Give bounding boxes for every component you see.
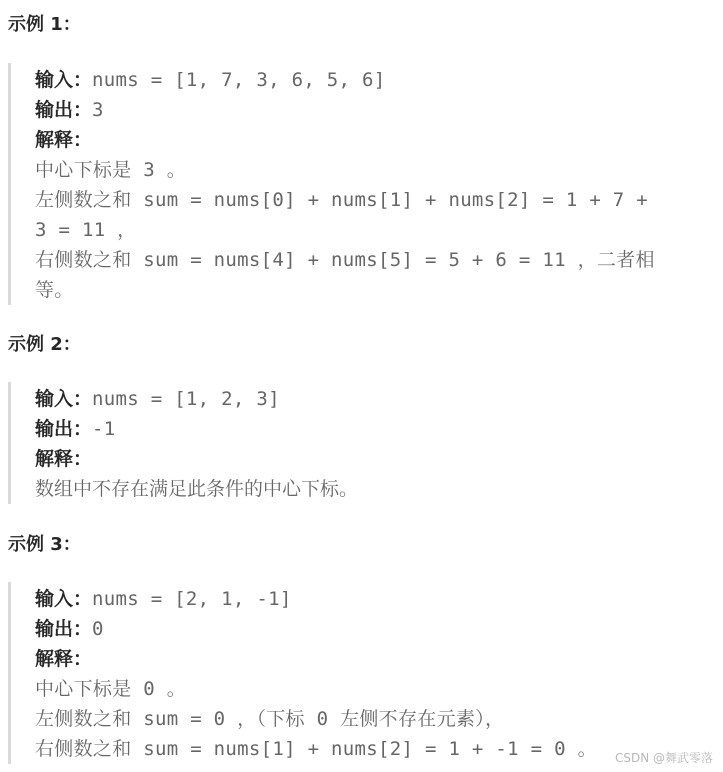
example-1-explanation-line: 中心下标是 3 。: [35, 159, 187, 181]
example-2-title: 示例 2：: [8, 334, 81, 355]
example-3-explanation-line: 中心下标是 0 。: [35, 678, 187, 700]
output-label: 输出：: [35, 99, 93, 121]
example-2-explain-label-line: [35, 446, 92, 472]
input-value: nums = [1, 2, 3]: [92, 388, 280, 410]
example-1-explanation-line: 左侧数之和 sum = nums[0] + nums[1] + nums[2] = 1 + 7 +: [35, 189, 649, 211]
example-2-explanation-line: 数组中不存在满足此条件的中心下标。: [35, 478, 359, 500]
explain-label: 解释：: [35, 129, 93, 151]
example-3-explain-label-line: [35, 646, 92, 672]
input-label: 输入：: [35, 388, 93, 410]
example-3-explanation-line: 右侧数之和 sum = nums[1] + nums[2] = 1 + -1 = 0 。: [35, 738, 597, 760]
input-label: 输入：: [35, 588, 93, 610]
example-1-block: [8, 63, 714, 305]
example-3-input-line: [35, 586, 292, 612]
example-1-explain-label-line: [35, 127, 92, 153]
example-1-input-line: [35, 67, 386, 93]
example-3-block: [8, 582, 714, 764]
output-label: 输出：: [35, 618, 93, 640]
example-1-title: 示例 1：: [8, 14, 81, 35]
example-3-output-line: [35, 616, 104, 642]
example-1-output-line: [35, 97, 104, 123]
output-value: 3: [92, 99, 104, 121]
example-3-title: 示例 3：: [8, 534, 81, 555]
output-value: -1: [92, 418, 116, 440]
example-1-explanation-line: 右侧数之和 sum = nums[4] + nums[5] = 5 + 6 = 11 ，二者相: [35, 249, 655, 271]
watermark: CSDN @舞武零落: [614, 751, 713, 765]
explain-label: 解释：: [35, 648, 93, 670]
output-label: 输出：: [35, 418, 93, 440]
explain-label: 解释：: [35, 448, 93, 470]
input-value: nums = [1, 7, 3, 6, 5, 6]: [92, 69, 386, 91]
input-label: 输入：: [35, 69, 93, 91]
input-value: nums = [2, 1, -1]: [92, 588, 292, 610]
output-value: 0: [92, 618, 104, 640]
example-1-explanation-line: 3 = 11 ，: [35, 219, 137, 241]
example-3-explanation-line: 左侧数之和 sum = 0 ，（下标 0 左侧不存在元素），: [35, 708, 505, 730]
example-1-explanation-line: 等。: [35, 279, 74, 301]
example-2-block: [8, 382, 714, 504]
example-2-output-line: [35, 416, 116, 442]
example-2-input-line: [35, 386, 280, 412]
